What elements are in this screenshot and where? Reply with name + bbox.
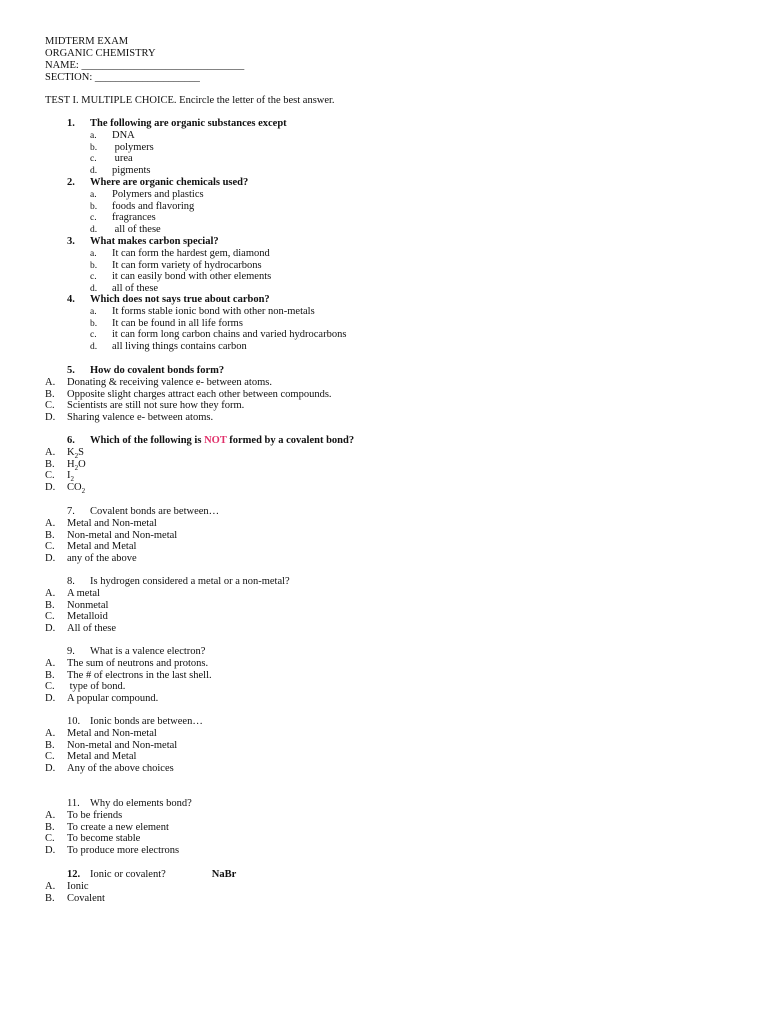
question-4 [67, 294, 346, 353]
option [45, 881, 236, 893]
option-letter: D. [45, 412, 56, 424]
option-text: The sum of neutrons and protons. [67, 657, 209, 669]
question-text: What is a valence electron? [90, 646, 206, 657]
question-7 [45, 506, 220, 565]
option-text: urea [112, 153, 133, 165]
option-letter: B. [45, 821, 55, 833]
option-letter: D. [45, 623, 56, 635]
option-text: it can easily bond with other elements [112, 271, 272, 283]
option-letter: C. [45, 751, 55, 763]
option-letter: d. [90, 166, 98, 177]
question-number: 1. [67, 118, 75, 129]
option [67, 318, 346, 330]
option-text: type of bond. [67, 681, 126, 693]
option-letter: C. [45, 611, 55, 623]
option-text: A popular compound. [67, 693, 159, 705]
options-list [45, 810, 192, 857]
option-text: Polymers and plastics [112, 188, 204, 200]
option-text: A metal [67, 587, 100, 599]
option-text: To produce more electrons [67, 845, 180, 857]
option [67, 329, 346, 341]
question-text: How do covalent bonds form? [90, 365, 225, 376]
option [45, 518, 219, 530]
test-instructions: TEST I. MULTIPLE CHOICE. Encircle the letter of the best answer. [45, 95, 335, 106]
question-number: 12. [67, 869, 81, 880]
options-list [45, 518, 219, 565]
question-text: Which does not says true about carbon? [90, 294, 270, 305]
option-text: it can form long carbon chains and varied hydrocarbons [112, 329, 347, 341]
option-letter: b. [90, 201, 98, 212]
option [45, 740, 203, 752]
option-letter: a. [90, 130, 97, 141]
exam-header [45, 36, 244, 84]
option-letter: B. [45, 529, 55, 541]
options-list [45, 377, 332, 424]
option-text: H [67, 458, 75, 470]
option-text: Scientists are still not sure how they form. [67, 400, 245, 412]
options-list [67, 130, 287, 177]
option-letter: A. [45, 880, 56, 892]
option-letter: A. [45, 587, 56, 599]
option-letter: B. [45, 892, 55, 904]
options-list [67, 189, 248, 236]
option-letter: c. [90, 330, 97, 341]
option [45, 845, 192, 857]
option [67, 260, 271, 272]
option [67, 165, 287, 177]
option-letter: B. [45, 458, 55, 470]
option-letter: A. [45, 727, 56, 739]
option-text: All of these [67, 623, 116, 635]
option [67, 212, 248, 224]
option-text: O [78, 458, 86, 470]
exam-subject: ORGANIC CHEMISTRY [45, 48, 156, 59]
question-number: 4. [67, 294, 75, 305]
option [67, 189, 248, 201]
option [45, 588, 290, 600]
option-letter: D. [45, 553, 56, 565]
question-text: Ionic or covalent? [90, 869, 166, 880]
option-letter: C. [45, 681, 55, 693]
option [67, 341, 346, 353]
compound-formula: NaBr [211, 869, 237, 880]
question-12 [45, 869, 237, 904]
option-text: Non-metal and Non-metal [67, 739, 178, 751]
option-letter: b. [90, 260, 98, 271]
option [45, 763, 203, 775]
name-field-label: NAME: _______________________________ [45, 60, 245, 71]
option [45, 470, 354, 482]
option [45, 623, 290, 635]
option-letter: d. [90, 225, 98, 236]
option-text: any of the above [67, 553, 137, 565]
option [45, 833, 192, 845]
question-number: 7. [67, 506, 75, 517]
option-letter: A. [45, 517, 56, 529]
option-letter: D. [45, 763, 56, 775]
option [45, 447, 354, 459]
option [45, 728, 203, 740]
option-letter: C. [45, 400, 55, 412]
option [45, 412, 332, 424]
option-text: foods and flavoring [112, 200, 195, 212]
option [45, 822, 192, 834]
option-letter: C. [45, 470, 55, 482]
option [67, 142, 287, 154]
option-text: CO [67, 482, 82, 494]
option-text: It can form variety of hydrocarbons [112, 259, 262, 271]
option [45, 693, 212, 705]
option-text: DNA [112, 129, 135, 141]
question-text: What makes carbon special? [90, 236, 219, 247]
option-letter: a. [90, 306, 97, 317]
option-text: The # of electrons in the last shell. [67, 669, 212, 681]
option-text: To create a new element [67, 821, 169, 833]
option-text: Nonmetal [67, 599, 109, 611]
subscript: 2 [74, 463, 79, 472]
question-text: Covalent bonds are between… [90, 506, 220, 517]
option [45, 600, 290, 612]
question-6: 6. Which of the following is NOT formed by a covalent bond? A. $K_2S$ B. $H_2O$ C. $I_2$ D. $CO_2$ [45, 435, 355, 496]
option-text: S [78, 446, 84, 458]
subscript: 2 [70, 475, 74, 484]
options-list [45, 728, 203, 775]
option [45, 541, 219, 553]
options-list [67, 306, 346, 353]
option-text: Metal and Metal [67, 541, 137, 553]
option-text: To be friends [67, 809, 123, 821]
options-list [67, 248, 271, 295]
option [45, 751, 203, 763]
option [45, 377, 332, 389]
question-text: Ionic bonds are between… [90, 716, 203, 727]
option-text: It can be found in all life forms [112, 317, 243, 329]
option [45, 459, 354, 471]
option-letter: A. [45, 657, 56, 669]
option-letter: c. [90, 154, 97, 165]
subscript: 2 [81, 487, 86, 496]
option-letter: B. [45, 388, 55, 400]
question-5 [45, 365, 332, 424]
option [45, 611, 290, 623]
option-text: pigments [112, 165, 151, 177]
question-text: Is hydrogen considered a metal or a non-metal? [90, 576, 290, 587]
option-text: Ionic [67, 880, 89, 892]
option-letter: C. [45, 833, 55, 845]
option-text: Metal and Non-metal [67, 727, 157, 739]
option [67, 306, 346, 318]
question-text: Where are organic chemicals used? [90, 177, 249, 188]
option-text: Opposite slight charges attract each other between compounds. [67, 388, 332, 400]
option-text: Metal and Metal [67, 751, 137, 763]
option-text: I [67, 470, 71, 482]
option-letter: c. [90, 272, 97, 283]
option [67, 271, 271, 283]
section-field-label: SECTION: ____________________ [45, 72, 200, 83]
option [45, 400, 332, 412]
option-letter: a. [90, 189, 97, 200]
option [45, 681, 212, 693]
options-list [45, 658, 212, 705]
question-text: The following are organic substances except [90, 118, 287, 129]
option-text: fragrances [112, 212, 156, 224]
options-list [45, 588, 290, 635]
option [67, 248, 271, 260]
option-letter: C. [45, 541, 55, 553]
option [67, 201, 248, 213]
option-letter: B. [45, 739, 55, 751]
option-letter: a. [90, 248, 97, 259]
option [45, 893, 236, 905]
question-number: 9. [67, 646, 75, 657]
question-8 [45, 576, 290, 635]
question-text: Which of the following is [90, 435, 205, 446]
options-list [45, 881, 236, 905]
options-list [45, 447, 354, 494]
option-letter: A. [45, 376, 56, 388]
option-letter: b. [90, 142, 98, 153]
option-letter: A. [45, 809, 56, 821]
question-number: 3. [67, 236, 75, 247]
question-number: 2. [67, 177, 75, 188]
question-10 [45, 716, 203, 775]
option-letter: b. [90, 318, 98, 329]
option-letter: d. [90, 342, 98, 353]
option [45, 530, 219, 542]
option [45, 482, 354, 494]
option-text: Metal and Non-metal [67, 517, 157, 529]
question-1 [67, 118, 287, 177]
option [45, 670, 212, 682]
option-letter: A. [45, 446, 56, 458]
option [45, 810, 192, 822]
question-number: 8. [67, 576, 75, 587]
exam-title: MIDTERM EXAM [45, 36, 129, 47]
option-letter: d. [90, 284, 98, 295]
option-text: Sharing valence e- between atoms. [67, 412, 214, 424]
option-letter: B. [45, 669, 55, 681]
option-text: all of these [112, 283, 159, 295]
question-number: 10. [67, 716, 81, 727]
question-9 [45, 646, 212, 705]
option-text: To become stable [67, 833, 141, 845]
option-text: polymers [112, 141, 154, 153]
question-number: 6. [67, 435, 75, 446]
option-text: all living things contains carbon [112, 341, 247, 353]
question-number: 11. [67, 798, 80, 809]
option [67, 224, 248, 236]
option [45, 658, 212, 670]
option-text: It can form the hardest gem, diamond [112, 247, 270, 259]
question-number: 5. [67, 365, 75, 376]
not-emphasis: NOT [204, 435, 227, 446]
option-text: It forms stable ionic bond with other non-metals [112, 305, 315, 317]
option-letter: D. [45, 693, 56, 705]
question-3 [67, 236, 271, 295]
option-text: Any of the above choices [67, 763, 174, 775]
subscript: 2 [74, 451, 79, 460]
option [67, 130, 287, 142]
option-letter: D. [45, 482, 56, 494]
option-text: K [67, 446, 75, 458]
option [67, 153, 287, 165]
option-letter: D. [45, 845, 56, 857]
option-letter: B. [45, 599, 55, 611]
question-text: Why do elements bond? [90, 798, 192, 809]
question-2 [67, 177, 248, 236]
option-text: Non-metal and Non-metal [67, 529, 178, 541]
option-text: all of these [112, 224, 161, 236]
option [45, 389, 332, 401]
option-text: Metalloid [67, 611, 108, 623]
option-letter: c. [90, 213, 97, 224]
option-text: Donating & receiving valence e- between atoms. [67, 376, 272, 388]
question-11 [45, 798, 192, 857]
option-text: Covalent [67, 892, 105, 904]
option [45, 553, 219, 565]
